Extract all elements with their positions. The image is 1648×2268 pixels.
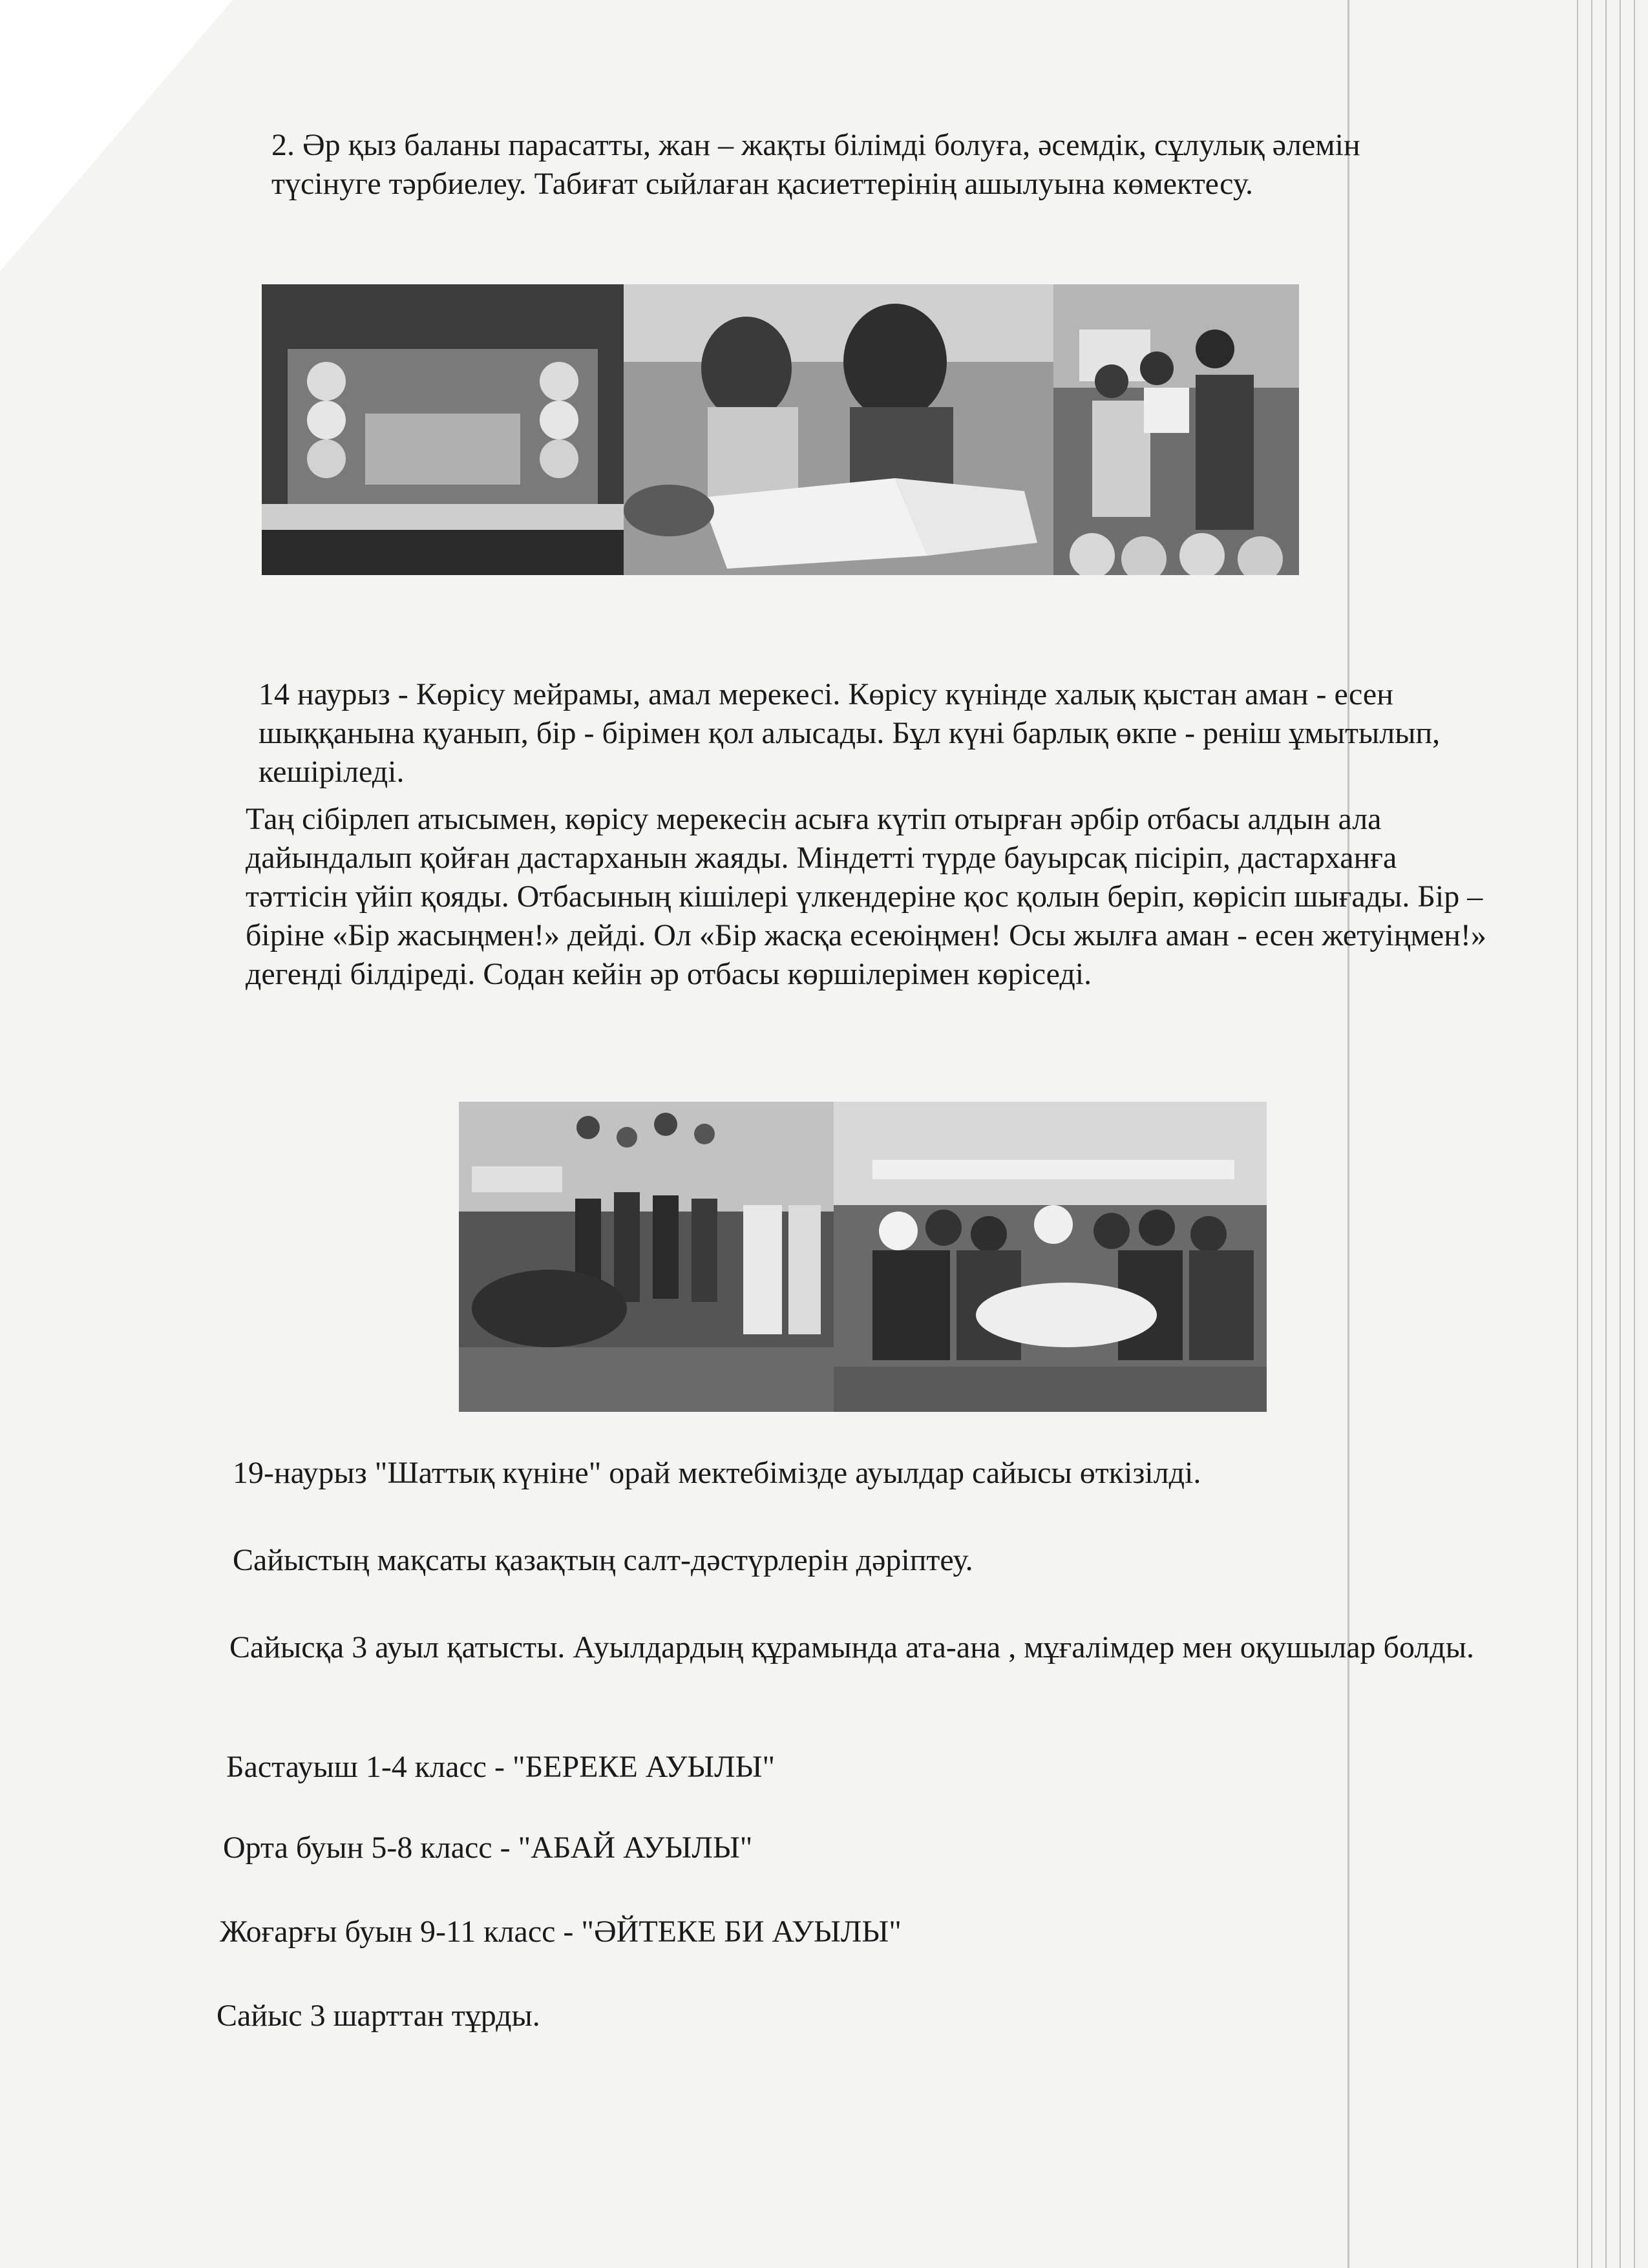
section3-line-5: Орта буын 5-8 класс - "АБАЙ АУЫЛЫ" <box>223 1831 753 1865</box>
section3-line-1: 19-наурыз "Шаттық күніне" орай мектебімізде ауылдар сайысы өткізілді. <box>233 1456 1201 1490</box>
section3-line-6: Жоғарғы буын 9-11 класс - "ӘЙТЕКЕ БИ АУЫЛЫ" <box>220 1915 902 1949</box>
scanner-edge-artifact <box>1570 0 1648 2268</box>
folded-page-corner <box>0 0 233 271</box>
photo-row-1 <box>262 284 1299 575</box>
stage-performance-photo <box>262 284 624 575</box>
korisu-dastarkhan-photo <box>834 1102 1267 1412</box>
section2-paragraph-1: 14 наурыз - Көрісу мейрамы, амал мерекесі. Көрісу күнінде халық қыстан аман - есен шыққанына қуанып, бір - бірімен қол алысады. Бұл күні барлық өкпе - реніш ұмытылып, кешіріледі. <box>259 677 1441 789</box>
photo-row-2 <box>459 1102 1267 1412</box>
korisu-hall-gathering-photo <box>459 1102 834 1412</box>
section1-paragraph: 2. Әр қыз баланы парасатты, жан – жақты білімді болуға, әсемдік, сұлулық әлемін түсінуге тәрбиелеу. Табиғат сыйлаған қасиеттерінің ашылуына көмектесу. <box>271 128 1360 201</box>
section2-paragraph-2: Таң сібірлеп атысымен, көрісу мерекесін асыға күтіп отырған әрбір отбасы алдын ала дайындалып қойған дастарханын жаяды. Міндетті түрде бауырсақ пісіріп, дастарханға тәттісін үйіп қояды. Отбасының кішілері үлкендеріне қос қолын беріп, көрісіп шығады. Бір – біріне «Бір жасыңмен!» дейді. Ол «Бір жасқа есеюіңмен! Осы жылға аман - есен жетуіңмен!» дегенді білдіреді. Содан кейін әр отбасы көршілерімен көріседі. <box>246 802 1486 991</box>
award-ceremony-photo <box>1053 284 1299 575</box>
section3-line-2: Сайыстың мақсаты қазақтың салт-дәстүрлерін дәріптеу. <box>233 1543 973 1577</box>
girls-drawing-photo <box>624 284 1053 575</box>
section3-line-7: Сайыс 3 шарттан тұрды. <box>217 1999 540 2033</box>
section3-line-4: Бастауыш 1-4 класс - "БЕРЕКЕ АУЫЛЫ" <box>226 1750 776 1784</box>
section3-line-3: Сайысқа 3 ауыл қатысты. Ауылдардың құрамында ата-ана , мұғалімдер мен оқушылар болды. <box>229 1630 1474 1664</box>
